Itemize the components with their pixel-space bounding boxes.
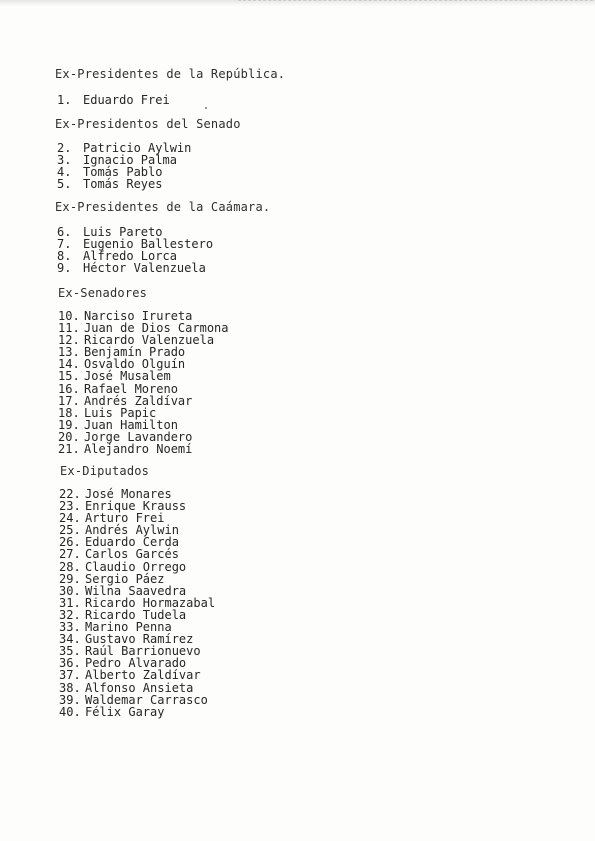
item-name: Enrique Krauss — [85, 499, 187, 514]
list-ex-presidentes-senado — [57, 142, 191, 190]
item-name: Alejandro Noemí — [84, 442, 193, 457]
item-name: Osvaldo Olguín — [84, 357, 186, 372]
item-name: Alfredo Lorca — [83, 249, 177, 264]
item-number: 7. — [57, 237, 72, 252]
item-name: Eduardo Cerda — [85, 535, 179, 550]
item-number: 39. — [59, 692, 81, 707]
item-number: 1. — [57, 93, 72, 107]
item-name: Tomás Pablo — [83, 165, 163, 180]
list-item — [58, 443, 229, 455]
item-number: 26. — [59, 535, 81, 550]
item-number: 24. — [59, 511, 81, 526]
item-number: 21. — [58, 442, 80, 457]
list-ex-diputados — [59, 488, 215, 718]
item-name: Raúl Barrionuevo — [85, 644, 201, 659]
item-name: Juan Hamilton — [84, 417, 178, 432]
list-item — [59, 706, 215, 718]
item-number: 23. — [59, 499, 81, 514]
item-number: 9. — [57, 261, 72, 276]
item-name: Sergio Páez — [85, 571, 165, 586]
item-name: José Monares — [85, 487, 172, 501]
section-heading-ex-presidentes-senado: Ex-Presidentos del Senado — [55, 117, 241, 131]
item-name: Luis Papic — [84, 405, 157, 420]
item-name: Ricardo Tudela — [85, 607, 187, 622]
item-number: 10. — [58, 309, 80, 323]
list-ex-presidentes-camara — [57, 226, 213, 274]
item-number: 34. — [59, 632, 81, 647]
item-name: Héctor Valenzuela — [83, 261, 206, 276]
item-number: 14. — [58, 357, 80, 372]
item-number: 36. — [59, 656, 81, 671]
item-name: Andrés Aylwin — [85, 523, 179, 538]
item-name: Juan de Dios Carmona — [84, 321, 229, 336]
item-number: 40. — [59, 704, 81, 719]
item-number: 3. — [57, 153, 72, 168]
item-name: Tomás Reyes — [83, 177, 163, 192]
item-name: Gustavo Ramírez — [85, 632, 194, 647]
item-number: 33. — [59, 620, 81, 635]
item-number: 22. — [59, 487, 81, 501]
item-name: Ricardo Valenzuela — [84, 333, 215, 348]
item-name: Benjamín Prado — [84, 345, 186, 360]
item-number: 5. — [57, 177, 72, 192]
list-ex-presidentes-republica — [57, 94, 170, 106]
item-number: 38. — [59, 680, 81, 695]
item-number: 17. — [58, 393, 80, 408]
item-name: Luis Pareto — [83, 225, 163, 239]
item-number: 15. — [58, 369, 80, 384]
item-number: 20. — [58, 429, 80, 444]
item-name: Eugenio Ballestero — [83, 237, 214, 252]
item-number: 11. — [58, 321, 80, 336]
item-name: Arturo Frei — [85, 511, 165, 526]
item-number: 12. — [58, 333, 80, 348]
item-number: 30. — [59, 583, 81, 598]
list-item — [57, 262, 213, 274]
item-name: Carlos Garcés — [85, 547, 179, 562]
item-name: Wilna Saavedra — [85, 583, 187, 598]
item-number: 31. — [59, 595, 81, 610]
section-heading-ex-presidentes-camara: Ex-Presidentes de la Caámara. — [55, 200, 271, 214]
item-number: 18. — [58, 405, 80, 420]
item-name: Alberto Zaldívar — [85, 668, 201, 683]
item-number: 2. — [57, 141, 72, 155]
list-item — [57, 178, 191, 190]
item-number: 13. — [58, 345, 80, 360]
list-item — [57, 94, 170, 106]
item-number: 37. — [59, 668, 81, 683]
item-name: Claudio Orrego — [85, 559, 187, 574]
item-name: Narciso Irureta — [84, 309, 193, 323]
item-number: 29. — [59, 571, 81, 586]
item-name: Félix Garay — [85, 704, 165, 719]
scan-artifact-line — [238, 0, 595, 3]
item-number: 28. — [59, 559, 81, 574]
item-name: José Musalem — [84, 369, 171, 384]
item-number: 19. — [58, 417, 80, 432]
item-name: Alfonso Ansieta — [85, 680, 194, 695]
list-ex-senadores — [58, 310, 229, 455]
item-name: Jorge Lavandero — [84, 429, 193, 444]
item-number: 25. — [59, 523, 81, 538]
item-name: Patricio Aylwin — [83, 141, 192, 155]
item-number: 4. — [57, 165, 72, 180]
item-name: Waldemar Carrasco — [85, 692, 208, 707]
item-name: Rafael Moreno — [84, 381, 178, 396]
item-name: Pedro Alvarado — [85, 656, 187, 671]
item-number: 27. — [59, 547, 81, 562]
item-name: Marino Penna — [85, 620, 172, 635]
item-number: 32. — [59, 607, 81, 622]
item-name: Ignacio Palma — [83, 153, 177, 168]
item-number: 16. — [58, 381, 80, 396]
item-number: 8. — [57, 249, 72, 264]
ink-speck — [205, 107, 207, 109]
item-name: Eduardo Frei — [83, 93, 170, 107]
item-number: 6. — [57, 225, 72, 239]
section-heading-ex-presidentes-republica: Ex-Presidentes de la República. — [55, 67, 286, 81]
item-name: Andrés Zaldívar — [84, 393, 193, 408]
item-number: 35. — [59, 644, 81, 659]
section-heading-ex-diputados: Ex-Diputados — [60, 464, 150, 478]
section-heading-ex-senadores: Ex-Senadores — [58, 286, 148, 300]
item-name: Ricardo Hormazabal — [85, 595, 216, 610]
